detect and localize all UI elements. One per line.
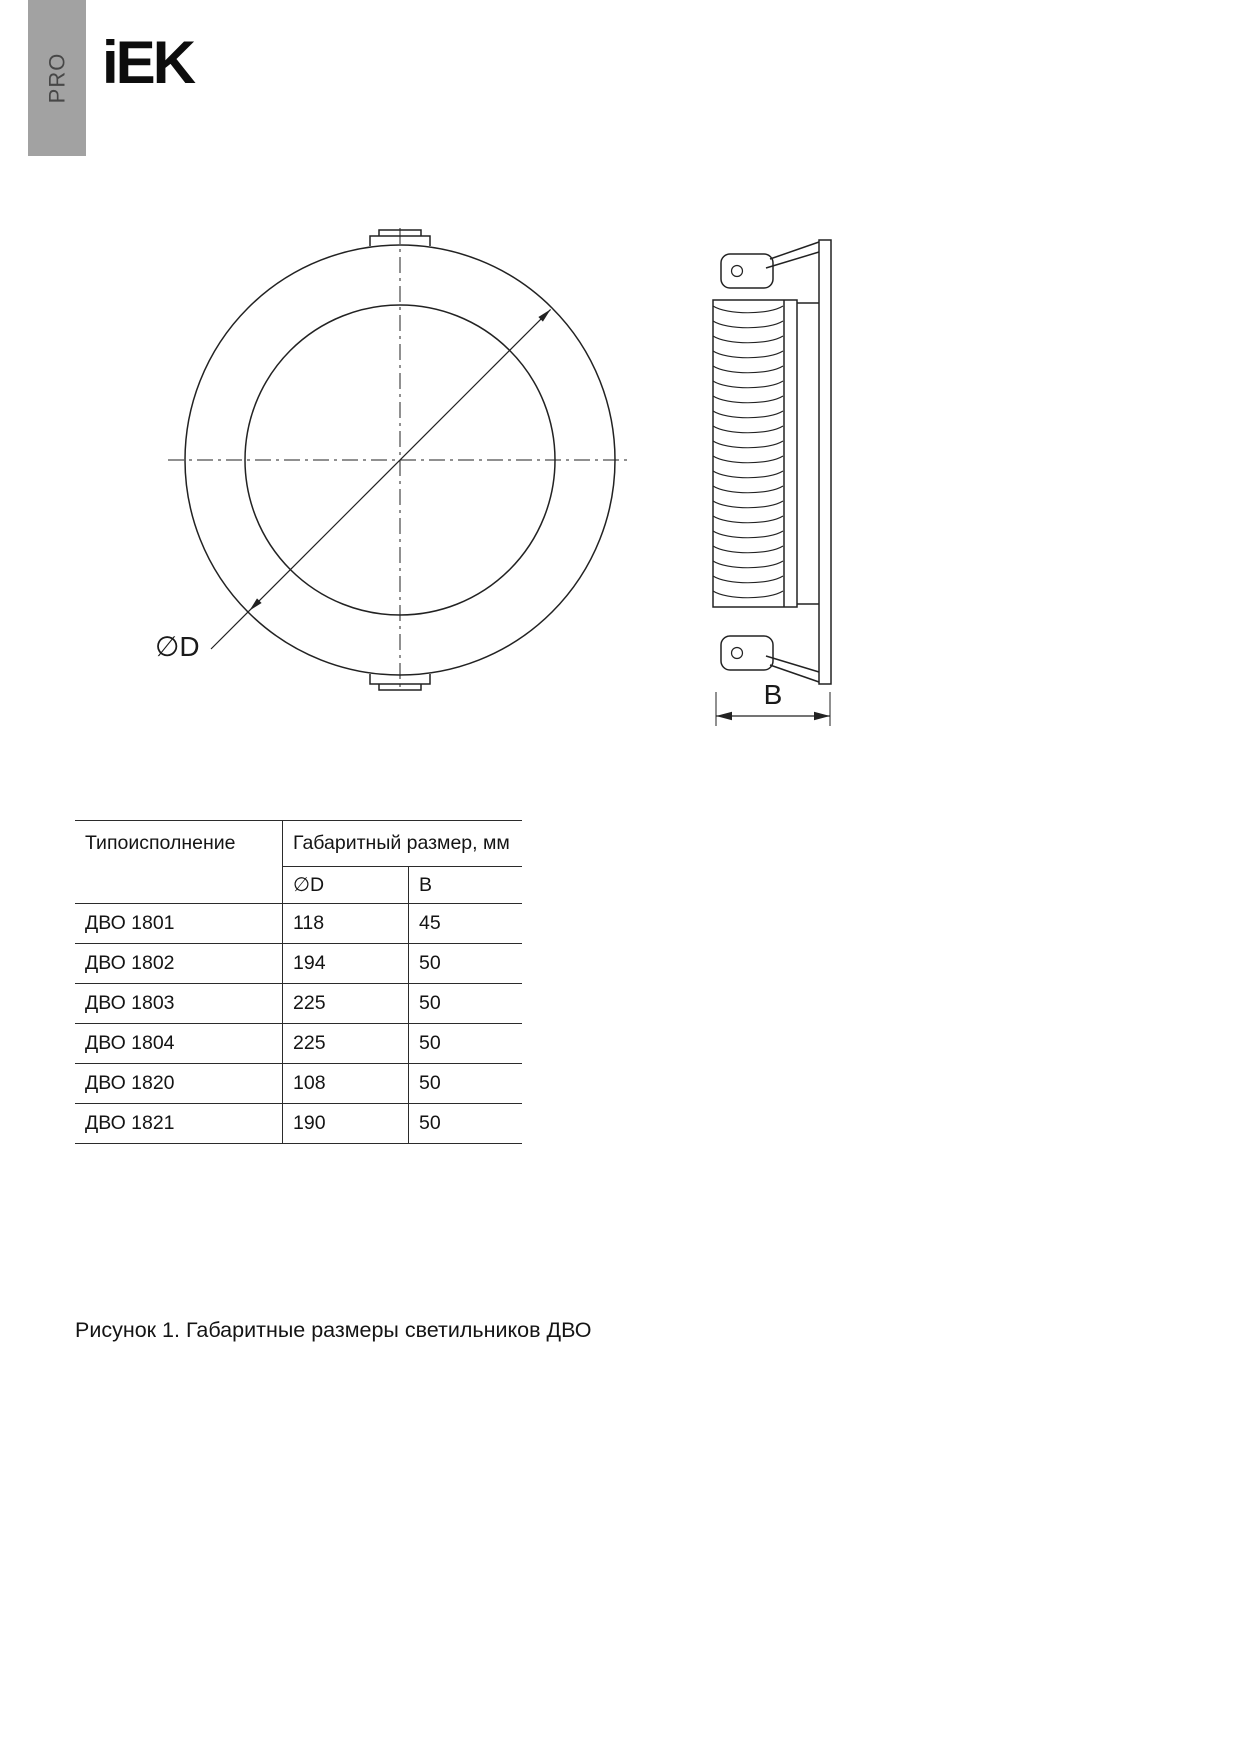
col-header-diameter: ∅D — [283, 867, 409, 903]
table-cell-b: 50 — [409, 1103, 522, 1143]
figure-caption: Рисунок 1. Габаритные размеры светильников ДВО — [75, 1318, 592, 1342]
pro-label: PRO — [44, 52, 69, 104]
table-cell-b: 50 — [409, 1023, 522, 1063]
dimension-drawing — [0, 0, 1243, 780]
height-dimension — [716, 679, 830, 726]
table-cell-d: 118 — [283, 903, 409, 943]
table-cell-d: 225 — [283, 983, 409, 1023]
top-clip-hole — [732, 266, 743, 277]
arrowhead-right — [814, 712, 830, 720]
bottom-clip-hole — [732, 648, 743, 659]
arrowhead-left — [716, 712, 732, 720]
front-view-drawing — [155, 228, 632, 692]
table-cell-d: 194 — [283, 943, 409, 983]
table-cell-type: ДВО 1820 — [75, 1063, 283, 1103]
table-cell-d: 108 — [283, 1063, 409, 1103]
col-header-size-group: Габаритный размер, мм — [283, 821, 522, 867]
table-cell-type: ДВО 1802 — [75, 943, 283, 983]
heatsink-fins — [713, 306, 783, 598]
height-label: B — [763, 679, 783, 710]
table-cell-type: ДВО 1804 — [75, 1023, 283, 1063]
table-cell-type: ДВО 1803 — [75, 983, 283, 1023]
dimensions-table — [75, 820, 522, 1144]
bottom-clip — [721, 636, 773, 670]
table-cell-b: 50 — [409, 1063, 522, 1103]
iek-logo: iEK — [102, 29, 194, 96]
table-cell-b: 50 — [409, 983, 522, 1023]
table-cell-type: ДВО 1801 — [75, 903, 283, 943]
table-cell-b: 50 — [409, 943, 522, 983]
col-header-type: Типоисполнение — [75, 821, 283, 903]
diameter-label: ∅D — [155, 631, 200, 662]
bezel-plate — [819, 240, 831, 684]
diameter-dimension-line — [211, 309, 551, 649]
table-cell-type: ДВО 1821 — [75, 1103, 283, 1143]
table-cell-d: 190 — [283, 1103, 409, 1143]
table-cell-d: 225 — [283, 1023, 409, 1063]
top-clip — [721, 254, 773, 288]
table-cell-b: 45 — [409, 903, 522, 943]
side-view-drawing — [713, 240, 831, 684]
col-header-height: B — [419, 873, 433, 896]
